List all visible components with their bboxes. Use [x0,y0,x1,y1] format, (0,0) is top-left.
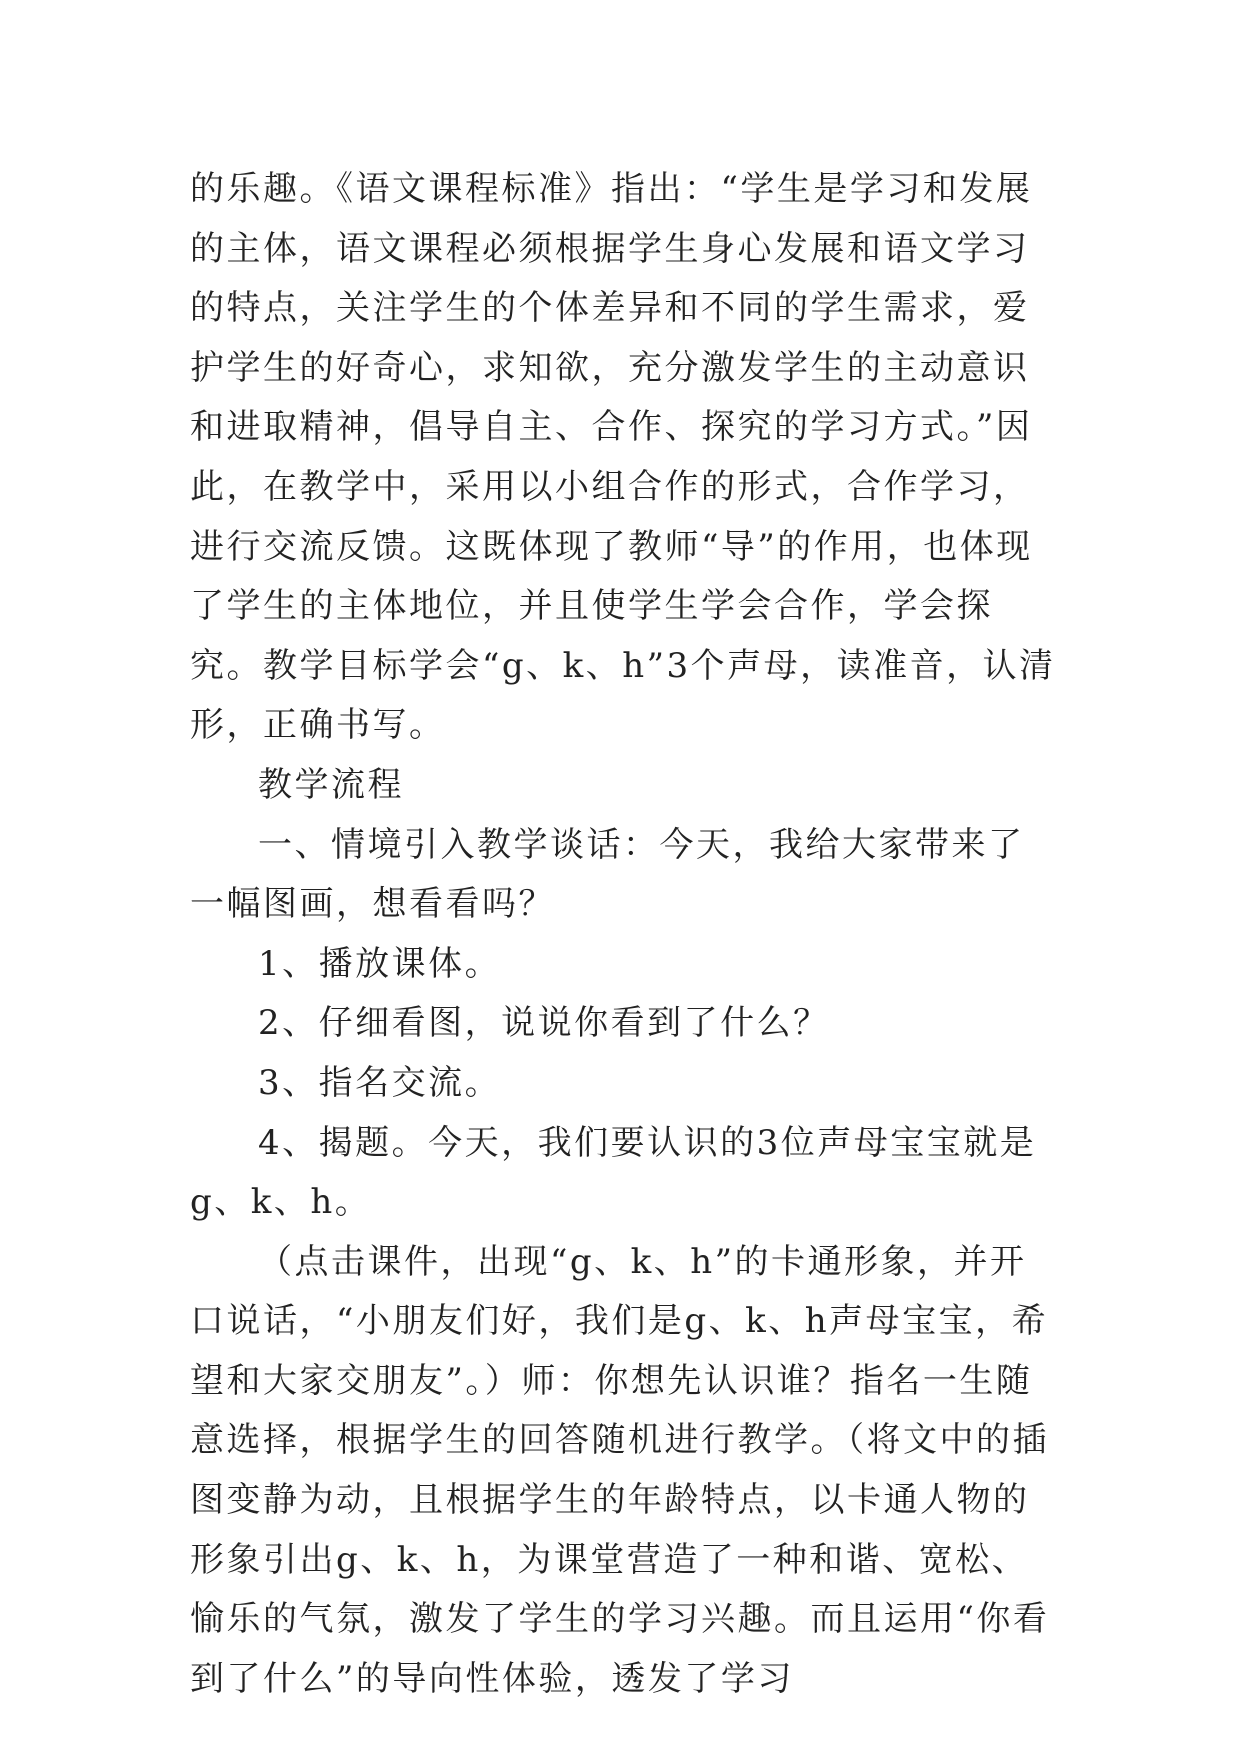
heading-teaching-process: 教学流程 [258,764,404,805]
list-item-1: 1、播放课体。 [258,943,502,984]
list-item-3: 3、指名交流。 [258,1062,502,1103]
paragraph-intro: 的乐趣。《语文课程标准》指出：“学生是学习和发展的主体，语文课程必须根据学生身心发展和语文学习的特点，关注学生的个体差异和不同的学生需求，爱护学生的好奇心，求知欲，充分激发学生的主动意识和进取精神，倡导自主、合作、探究的学习方式。”因此，在教学中，采用以小组合作的形式，合作学习，进行交流反馈。这既体现了教师“导”的作用，也体现了学生的主体地位，并且使学生学会合作，学会探究。教学目标学会“g、k、h”3个声母，读准音，认清形，正确书写。 [190,169,1056,746]
document-body [190,160,1060,1709]
list-item-4: 4、揭题。今天，我们要认识的3位声母宝宝就是g、k、h。 [190,1122,1037,1223]
paragraph-courseware: （点击课件，出现“g、k、h”的卡通形象，并开口说话，“小朋友们好，我们是g、k、h声母宝宝，希望和大家交朋友”。）师：你想先认识谁？指名一生随意选择，根据学生的回答随机进行教学。（将文中的插图变静为动，且根据学生的年龄特点，以卡通人物的形象引出g、k、h，为课堂营造了一种和谐、宽松、愉乐的气氛，激发了学生的学习兴趣。而且运用“你看到了什么”的导向性体验，透发了学习 [190,1241,1050,1699]
paragraph-section-one: 一、情境引入教学谈话：今天，我给大家带来了一幅图画，想看看吗？ [190,824,1025,925]
list-item-2: 2、仔细看图，说说你看到了什么？ [258,1003,830,1044]
